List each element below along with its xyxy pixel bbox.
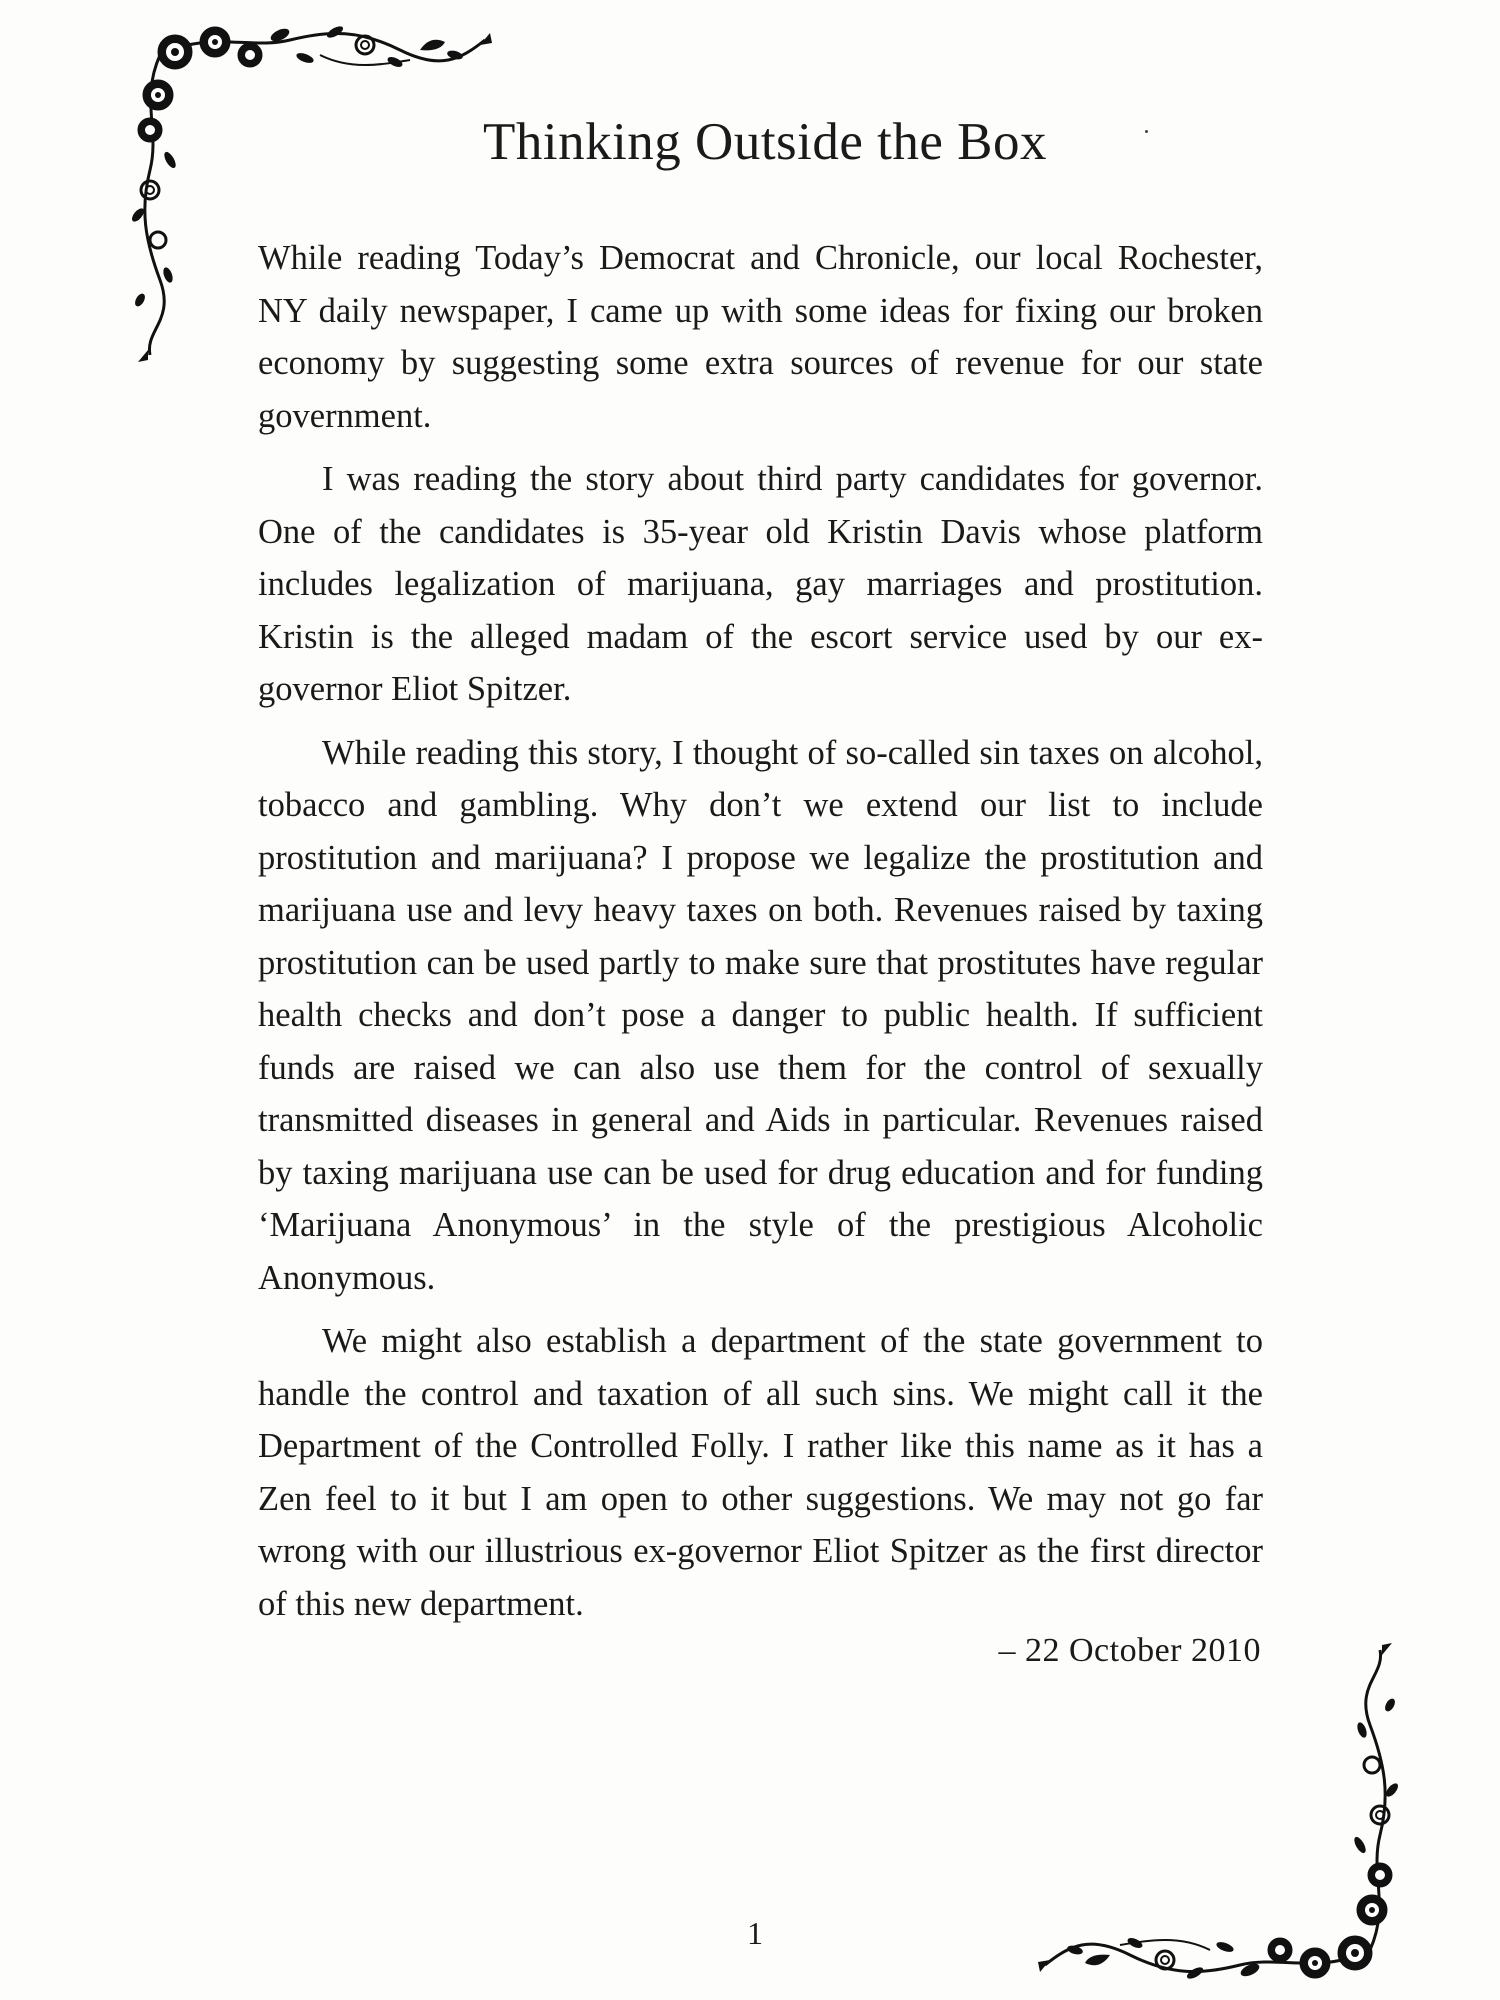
paragraph-3: While reading this story, I thought of so-called sin taxes on alcohol, tobacco and gambling. Why don’t we extend our list to include prostitution and marijuana? I propose we legalize the prostitution and marijuana use and levy heavy taxes on both. Revenues raised by taxing prostitution can be used partly to make sure that prostitutes have regular health checks and don’t pose a danger to public health. If sufficient funds are raised we can also use them for the control of sexually transmitted diseases in general and Aids in particular. Revenues raised by taxing marijuana use can be used for drug education and for funding ‘Marijuana Anonymous’ in the style of the prestigious Alcoholic Anonymous. <box>258 733 1263 1297</box>
paragraph-1: While reading Today’s Democrat and Chronicle, our local Rochester, NY daily newspaper, I came up with some ideas for fixing our broken economy by suggesting some extra sources of revenue for our state government. <box>258 239 1263 435</box>
page-title: Thinking Outside the Box <box>482 113 1048 171</box>
page-number: 1 <box>747 1915 763 1951</box>
paragraph-2: I was reading the story about third party candidates for governor. One of the candidates is 35-year old Kristin Davis whose platform includes legalization of marijuana, gay marriages and prostitution. Kristin is the alleged madam of the escort service used by our ex-governor Eliot Spitzer. <box>258 460 1263 708</box>
dateline: – 22 October 2010 <box>998 1632 1261 1669</box>
paragraph-4: We might also establish a department of the state government to handle the control and taxation of all such sins. We might call it the Department of the Controlled Folly. I rather like this name as it has a Zen feel to it but I am open to other suggestions. We may not go far wrong with our illustrious ex-governor Eliot Spitzer as the first director of this new department. <box>258 1322 1263 1623</box>
article-body <box>258 232 1263 1641</box>
